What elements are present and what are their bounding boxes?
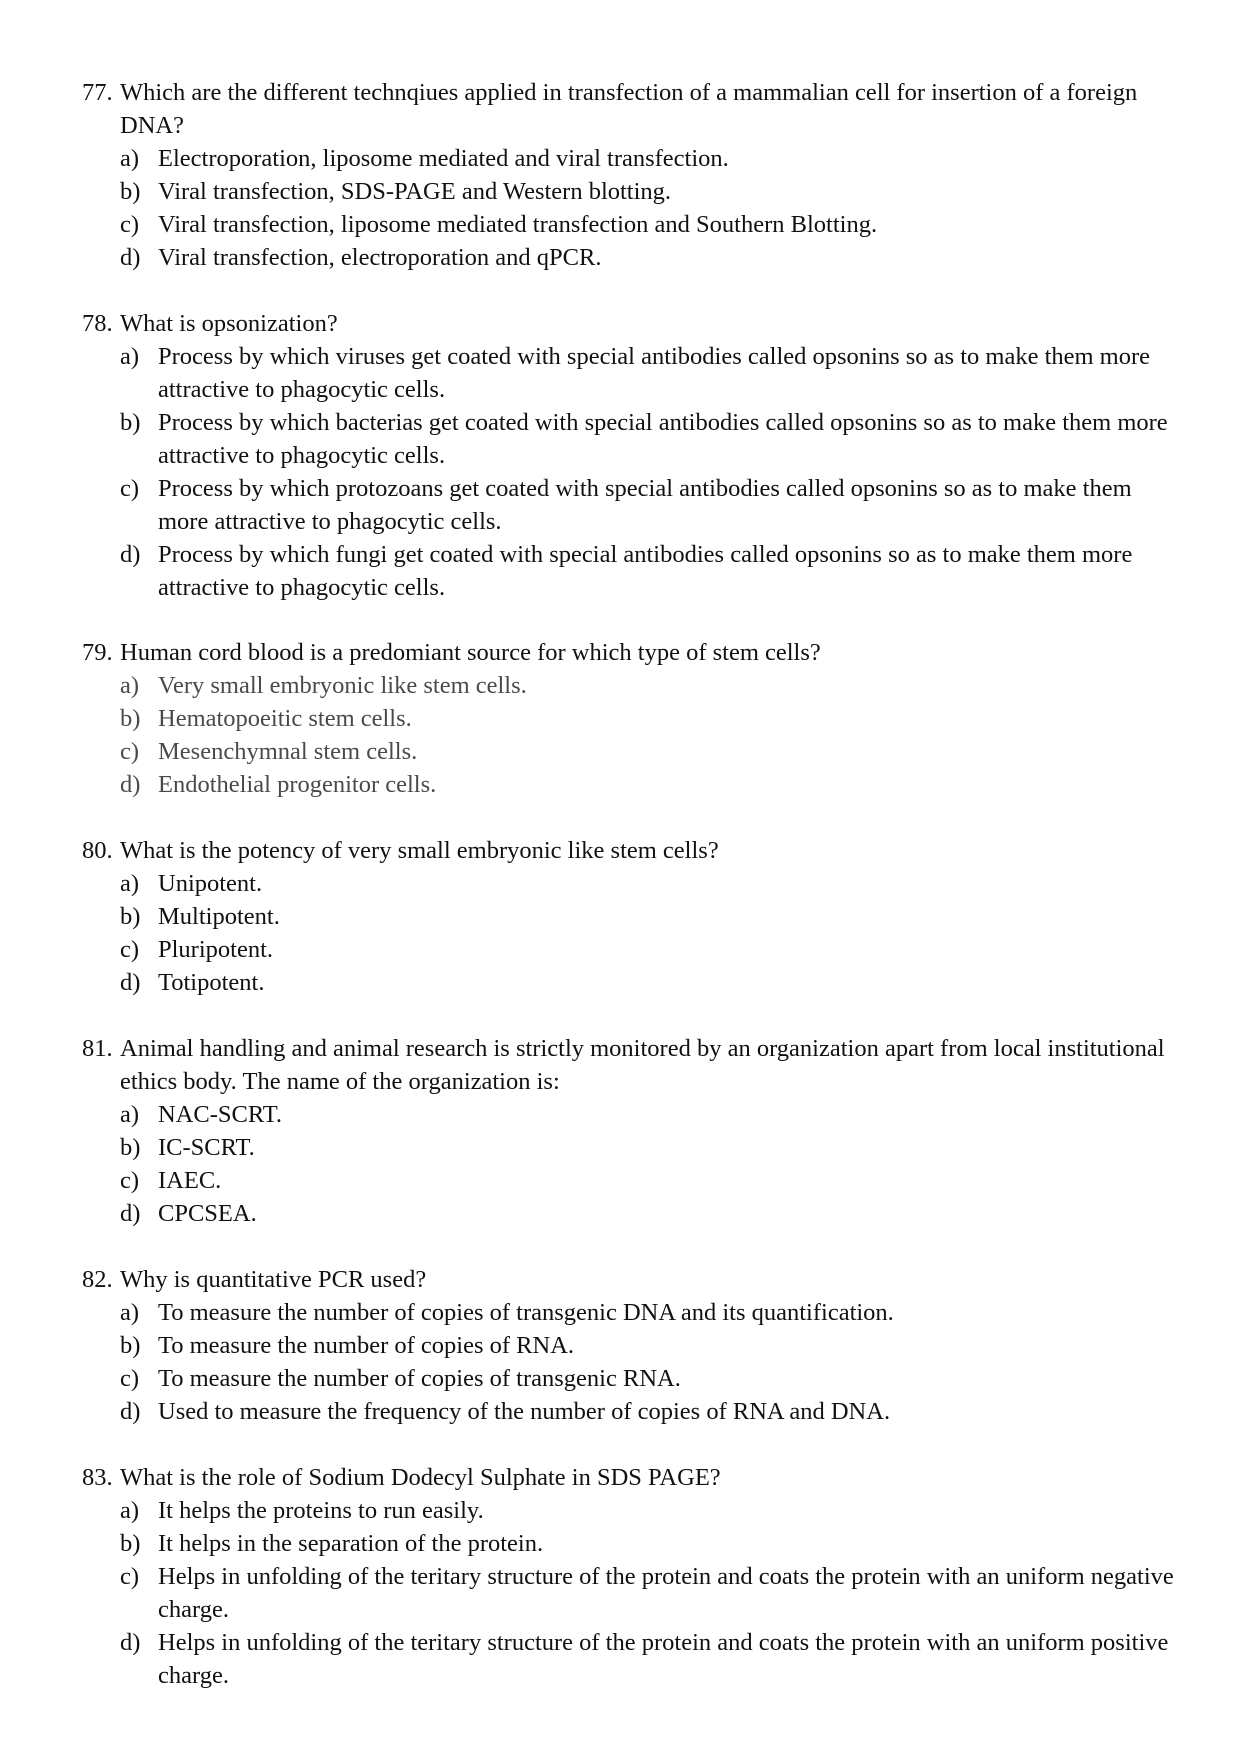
option-text: IAEC. [158,1167,222,1194]
option-letter: d) [120,541,141,568]
question-text: Why is quantitative PCR used? [120,1266,427,1293]
option-text: Helps in unfolding of the teritary structure of the protein and coats the protein with an uniform negative charge. [158,1563,1174,1623]
option-text: Process by which bacterias get coated with special antibodies called opsonins so as to make them more attractive to phagocytic cells. [158,409,1168,469]
option-text: Helps in unfolding of the teritary structure of the protein and coats the protein with an uniform positive charge. [158,1629,1169,1689]
option-a [82,1098,1174,1131]
option-letter: b) [120,409,141,436]
question-number: 80. [82,837,113,864]
option-text: Viral transfection, electroporation and qPCR. [158,244,602,271]
question-78 [82,307,1174,604]
option-list [82,1296,1174,1428]
option-d [82,538,1174,604]
option-a [82,669,1174,702]
question-text: Human cord blood is a predomiant source for which type of stem cells? [120,639,821,666]
option-b [82,702,1174,735]
option-letter: d) [120,1629,141,1656]
option-letter: a) [120,343,140,370]
option-c [82,1164,1174,1197]
option-b [82,175,1174,208]
option-letter: b) [120,1332,141,1359]
option-c [82,1362,1174,1395]
question-77 [82,76,1174,274]
option-c [82,933,1174,966]
question-text: Which are the different technqiues applied in transfection of a mammalian cell for insertion of a foreign DNA? [120,79,1138,139]
option-text: Viral transfection, liposome mediated transfection and Southern Blotting. [158,211,878,238]
option-letter: c) [120,1167,140,1194]
option-letter: a) [120,1101,140,1128]
option-letter: a) [120,1497,140,1524]
option-list [82,1494,1174,1692]
option-text: Multipotent. [158,903,280,930]
question-83 [82,1461,1174,1692]
option-letter: c) [120,475,140,502]
question-number: 77. [82,79,113,106]
option-letter: c) [120,1563,140,1590]
question-text: What is the role of Sodium Dodecyl Sulphate in SDS PAGE? [120,1464,721,1491]
option-text: Process by which protozoans get coated with special antibodies called opsonins so as to make them more attractive to phagocytic cells. [158,475,1132,535]
question-number: 83. [82,1464,113,1491]
option-d [82,241,1174,274]
option-text: CPCSEA. [158,1200,257,1227]
option-letter: d) [120,1398,141,1425]
option-letter: c) [120,936,140,963]
option-letter: c) [120,1365,140,1392]
question-stem [82,307,1174,340]
option-a [82,142,1174,175]
option-text: Electroporation, liposome mediated and viral transfection. [158,145,729,172]
option-text: NAC-SCRT. [158,1101,282,1128]
option-b [82,1131,1174,1164]
question-stem [82,1032,1174,1098]
option-d [82,1626,1174,1692]
option-text: Totipotent. [158,969,265,996]
option-text: Process by which viruses get coated with special antibodies called opsonins so as to make them more attractive to phagocytic cells. [158,343,1151,403]
question-stem [82,1263,1174,1296]
option-text: It helps the proteins to run easily. [158,1497,484,1524]
question-stem [82,76,1174,142]
option-text: Mesenchymnal stem cells. [158,738,418,765]
option-d [82,1197,1174,1230]
option-a [82,867,1174,900]
option-letter: d) [120,244,141,271]
question-number: 78. [82,310,113,337]
question-number: 81. [82,1035,113,1062]
option-letter: b) [120,178,141,205]
option-c [82,208,1174,241]
option-b [82,406,1174,472]
question-number: 79. [82,639,113,666]
option-letter: d) [120,969,141,996]
option-letter: a) [120,870,140,897]
question-stem [82,834,1174,867]
option-letter: c) [120,738,140,765]
option-letter: d) [120,771,141,798]
question-stem [82,1461,1174,1494]
option-a [82,1494,1174,1527]
option-letter: b) [120,1530,141,1557]
option-c [82,735,1174,768]
option-d [82,768,1174,801]
option-d [82,966,1174,999]
option-letter: b) [120,705,141,732]
option-text: Pluripotent. [158,936,274,963]
option-list [82,669,1174,801]
question-82 [82,1263,1174,1428]
option-letter: b) [120,903,141,930]
option-letter: a) [120,672,140,699]
option-d [82,1395,1174,1428]
option-letter: b) [120,1134,141,1161]
option-text: Process by which fungi get coated with special antibodies called opsonins so as to make them more attractive to phagocytic cells. [158,541,1133,601]
question-text: What is the potency of very small embryonic like stem cells? [120,837,719,864]
option-text: To measure the number of copies of transgenic DNA and its quantification. [158,1299,894,1326]
option-c [82,472,1174,538]
option-b [82,900,1174,933]
option-text: To measure the number of copies of transgenic RNA. [158,1365,681,1392]
option-text: It helps in the separation of the protein. [158,1530,544,1557]
option-letter: a) [120,145,140,172]
option-a [82,340,1174,406]
question-text: Animal handling and animal research is strictly monitored by an organization apart from local institutional ethics body. The name of the organization is: [120,1035,1165,1095]
option-a [82,1296,1174,1329]
option-text: IC-SCRT. [158,1134,255,1161]
option-b [82,1329,1174,1362]
option-list [82,340,1174,604]
option-text: Very small embryonic like stem cells. [158,672,527,699]
question-stem [82,636,1174,669]
question-80 [82,834,1174,999]
option-list [82,142,1174,274]
option-c [82,1560,1174,1626]
option-list [82,867,1174,999]
question-text: What is opsonization? [120,310,338,337]
option-text: To measure the number of copies of RNA. [158,1332,575,1359]
option-letter: d) [120,1200,141,1227]
question-81 [82,1032,1174,1230]
option-text: Used to measure the frequency of the number of copies of RNA and DNA. [158,1398,891,1425]
option-list [82,1098,1174,1230]
question-79 [82,636,1174,801]
option-text: Unipotent. [158,870,263,897]
question-number: 82. [82,1266,113,1293]
option-letter: c) [120,211,140,238]
option-letter: a) [120,1299,140,1326]
option-text: Hematopoeitic stem cells. [158,705,412,732]
option-b [82,1527,1174,1560]
option-text: Endothelial progenitor cells. [158,771,437,798]
option-text: Viral transfection, SDS-PAGE and Western blotting. [158,178,672,205]
